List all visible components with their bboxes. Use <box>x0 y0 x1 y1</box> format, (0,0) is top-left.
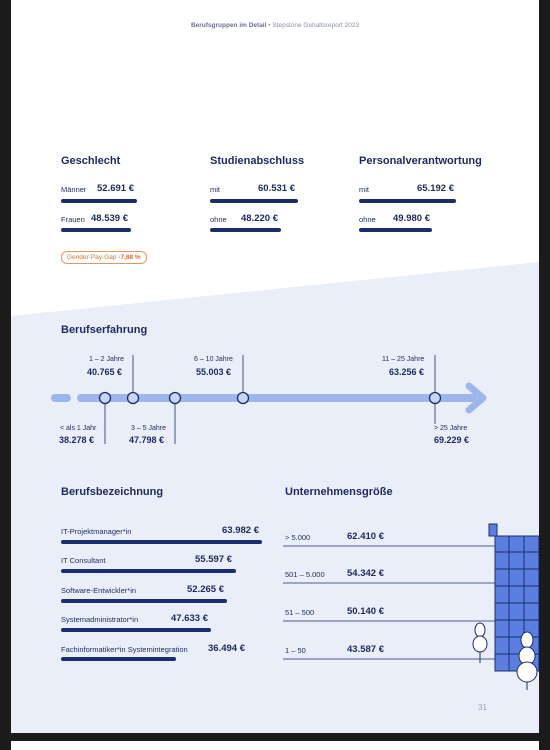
header-separator: • <box>268 22 271 29</box>
studienabschluss-row-label: ohne <box>210 215 227 224</box>
company-size-value: 54.342 € <box>347 568 384 579</box>
gender-pay-gap-badge <box>61 251 147 264</box>
company-size-label: > 5.000 <box>285 533 311 542</box>
timeline-dash <box>51 394 71 402</box>
job-title-label: Systemadministrator*in <box>61 615 139 624</box>
timeline-marker <box>430 393 441 404</box>
job-title-value: 47.633 € <box>171 613 208 624</box>
experience-value: 69.229 € <box>434 435 470 445</box>
studienabschluss-row-label: mit <box>210 185 220 194</box>
header-section: Berufsgruppen im Detail <box>190 22 267 29</box>
geschlecht-row-label: Männer <box>61 185 87 194</box>
company-size-label: 1 – 50 <box>285 646 306 655</box>
company-size-label: 51 – 500 <box>285 608 315 617</box>
job-title-bar <box>61 628 211 632</box>
personalverantwortung-row-value: 65.192 € <box>417 183 454 194</box>
experience-label: 6 – 10 Jahre <box>194 356 233 363</box>
company-size-value: 62.410 € <box>347 531 384 542</box>
experience-value: 47.798 € <box>129 435 165 445</box>
studienabschluss-bar <box>210 228 281 232</box>
experience-label: > 25 Jahre <box>434 425 468 432</box>
timeline-marker <box>238 393 249 404</box>
gap-label: Gender-Pay-Gap <box>67 254 117 261</box>
experience-label: < als 1 Jahr <box>60 425 97 432</box>
studienabschluss-title: Studienabschluss <box>210 155 305 167</box>
experience-label: 1 – 2 Jahre <box>89 356 125 363</box>
geschlecht-row-value: 48.539 € <box>91 213 128 224</box>
job-title-value: 63.982 € <box>222 525 259 536</box>
header-source: Stepstone Gehaltsreport 2023 <box>272 22 360 29</box>
geschlecht-row-label: Frauen <box>61 215 85 224</box>
personalverantwortung-bar <box>359 199 456 203</box>
job-title-label: Software-Entwickler*in <box>61 586 137 595</box>
personalverantwortung-row-label: ohne <box>359 215 376 224</box>
company-size-value: 50.140 € <box>347 606 384 617</box>
page-header <box>11 22 539 29</box>
job-title-label: IT Consultant <box>61 556 106 565</box>
berufsbezeichnung-title: Berufsbezeichnung <box>61 486 164 498</box>
job-title-bar <box>61 569 236 573</box>
timeline-marker <box>100 393 111 404</box>
geschlecht-title: Geschlecht <box>61 155 121 167</box>
job-title-bar <box>61 599 227 603</box>
experience-value: 40.765 € <box>87 367 123 377</box>
page-number: 31 <box>478 703 487 712</box>
studienabschluss-bar <box>210 199 298 203</box>
geschlecht-bar <box>61 228 131 232</box>
next-page-edge <box>11 741 539 750</box>
tree-icon <box>473 623 487 663</box>
personalverantwortung-row-value: 49.980 € <box>393 213 430 224</box>
company-size-label: 501 – 5.000 <box>285 570 325 579</box>
studienabschluss-row-value: 48.220 € <box>241 213 278 224</box>
experience-value: 38.278 € <box>59 435 95 445</box>
experience-value: 55.003 € <box>196 367 232 377</box>
timeline-marker <box>170 393 181 404</box>
timeline-marker <box>128 393 139 404</box>
personalverantwortung-title: Personalverantwortung <box>359 155 482 167</box>
berufserfahrung-title: Berufserfahrung <box>61 324 148 336</box>
company-illustration <box>281 515 539 695</box>
studienabschluss-row-value: 60.531 € <box>258 183 295 194</box>
report-page <box>11 0 539 733</box>
job-title-bar <box>61 540 262 544</box>
geschlecht-row-value: 52.691 € <box>97 183 134 194</box>
experience-label: 3 – 5 Jahre <box>131 425 167 432</box>
job-title-bar <box>61 657 176 661</box>
gap-value: -7,88 % <box>118 254 141 261</box>
personalverantwortung-row-label: mit <box>359 185 369 194</box>
job-title-label: Fachinformatiker*in Systemintegration <box>61 645 188 654</box>
job-title-value: 52.265 € <box>187 584 224 595</box>
company-size-value: 43.587 € <box>347 644 384 655</box>
experience-value: 63.256 € <box>389 367 425 377</box>
job-title-value: 36.494 € <box>208 643 245 654</box>
unternehmensgroesse-title: Unternehmensgröße <box>285 486 393 498</box>
geschlecht-bar <box>61 199 137 203</box>
experience-label: 11 – 25 Jahre <box>382 356 425 363</box>
personalverantwortung-bar <box>359 228 432 232</box>
job-title-label: IT-Projektmanager*in <box>61 527 132 536</box>
job-title-value: 55.597 € <box>195 554 232 565</box>
